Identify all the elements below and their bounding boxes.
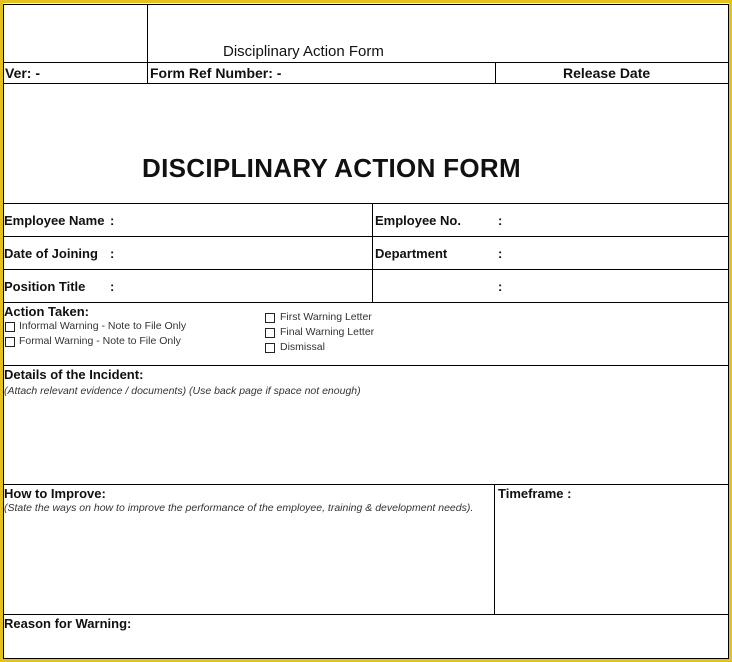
- improve-bottom-line: [4, 614, 729, 615]
- incident-field[interactable]: [4, 401, 729, 483]
- employee-name-colon: :: [110, 213, 115, 228]
- fields-vline: [372, 203, 373, 303]
- row-line-3: [4, 302, 729, 303]
- dismissal-label: Dismissal: [280, 341, 325, 353]
- formal-warning-label: Formal Warning - Note to File Only: [19, 335, 181, 347]
- header-bottom-line: [4, 83, 729, 84]
- form-title: Disciplinary Action Form: [223, 43, 384, 60]
- blank-field-colon: :: [498, 279, 503, 294]
- employee-no-colon: :: [498, 213, 503, 228]
- how-to-improve-field[interactable]: [4, 519, 493, 613]
- row-line-2: [4, 269, 729, 270]
- action-bottom-line: [4, 365, 729, 366]
- employee-no-label: Employee No.: [375, 213, 461, 228]
- incident-hint: (Attach relevant evidence / documents) (Use back page if space not enough): [4, 385, 361, 397]
- first-warning-label: First Warning Letter: [280, 311, 372, 323]
- release-date-label: Release Date: [563, 65, 651, 81]
- incident-label: Details of the Incident:: [4, 367, 144, 382]
- how-to-improve-label: How to Improve:: [4, 486, 106, 501]
- employee-name-label: Employee Name: [4, 213, 105, 228]
- action-taken-label: Action Taken:: [4, 304, 89, 319]
- incident-bottom-line: [4, 484, 729, 485]
- form-sheet: [3, 4, 729, 659]
- informal-warning-label: Informal Warning - Note to File Only: [19, 320, 187, 332]
- date-of-joining-colon: :: [110, 246, 115, 261]
- department-colon: :: [498, 246, 503, 261]
- header-vline-1: [147, 5, 148, 84]
- position-title-colon: :: [110, 279, 115, 294]
- first-warning-checkbox[interactable]: [265, 313, 275, 323]
- form-ref-label: Form Ref Number: -: [150, 65, 282, 81]
- final-warning-label: Final Warning Letter: [280, 326, 375, 338]
- row-line-1: [4, 236, 729, 237]
- page-title: DISCIPLINARY ACTION FORM: [142, 153, 521, 183]
- header-vline-2: [495, 62, 496, 84]
- how-to-improve-hint: (State the ways on how to improve the performance of the employee, training & development needs).: [4, 502, 474, 514]
- header-divider: [4, 62, 729, 63]
- reason-for-warning-label: Reason for Warning:: [4, 616, 132, 631]
- department-label: Department: [375, 246, 448, 261]
- version-label: Ver: -: [5, 65, 41, 81]
- reason-for-warning-field[interactable]: [4, 633, 729, 659]
- date-of-joining-label: Date of Joining: [4, 246, 98, 261]
- timeframe-label: Timeframe :: [498, 486, 572, 501]
- position-title-label: Position Title: [4, 279, 86, 294]
- title-bottom-line: [4, 203, 729, 204]
- informal-warning-checkbox[interactable]: [5, 322, 15, 332]
- formal-warning-checkbox[interactable]: [5, 337, 15, 347]
- timeframe-vline: [494, 484, 495, 615]
- dismissal-checkbox[interactable]: [265, 343, 275, 353]
- final-warning-checkbox[interactable]: [265, 328, 275, 338]
- timeframe-field[interactable]: [496, 503, 729, 613]
